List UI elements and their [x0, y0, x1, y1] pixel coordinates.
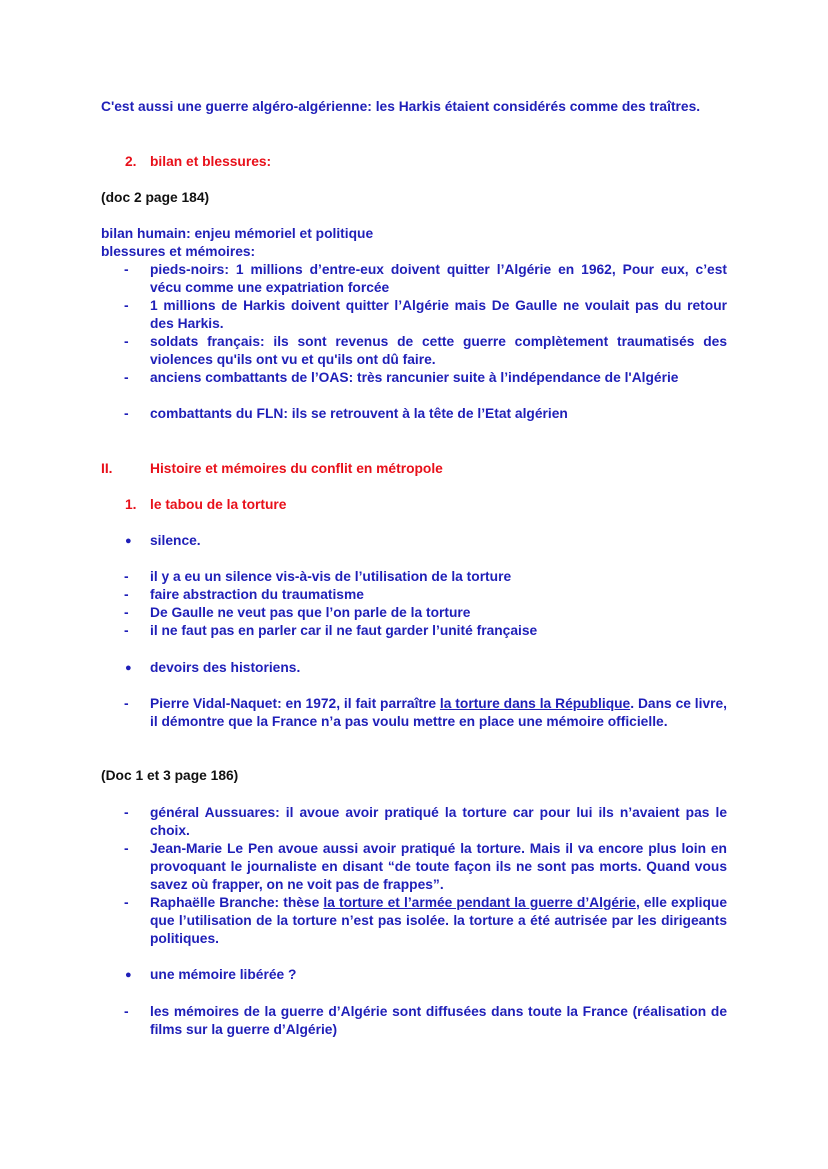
lepen-item: Jean-Marie Le Pen avoue aussi avoir pratiqué la torture. Mais il va encore plus loin en provoquant le journaliste en disant “de toute façon ils ne sont pas morts. Quand vous savez où frapper, on ne voit pas de frappes”.	[150, 841, 727, 892]
blessures-item: combattants du FLN: ils se retrouvent à la tête de l’Etat algérien	[150, 406, 568, 421]
dash-bullet: -	[124, 569, 129, 584]
branche-item	[150, 894, 727, 948]
doc-reference-1: (doc 2 page 184)	[101, 190, 210, 205]
branche-text-before: Raphaëlle Branche: thèse	[150, 895, 324, 910]
dash-bullet: -	[124, 1004, 129, 1019]
dash-bullet: -	[124, 623, 129, 638]
doc-reference-2: (Doc 1 et 3 page 186)	[101, 768, 239, 783]
dot-bullet: ●	[125, 662, 132, 674]
silence-item: il y a eu un silence vis-à-vis de l’utilisation de la torture	[150, 569, 512, 584]
vidal-text-before: Pierre Vidal-Naquet: en 1972, il fait parraître	[150, 696, 440, 711]
vidal-book-title: la torture dans la République	[439, 696, 631, 711]
dash-bullet: -	[124, 298, 129, 313]
section-1-2-number: 2.	[125, 154, 137, 169]
dot-bullet: ●	[125, 969, 132, 981]
bullet-devoirs: devoirs des historiens.	[150, 660, 301, 675]
dash-bullet: -	[124, 841, 129, 856]
dash-bullet: -	[124, 605, 129, 620]
vidal-naquet-item	[150, 695, 727, 731]
branche-text-after: , elle explique que l’utilisation de la torture n’est pas isolée. la torture a été autrisée par les dirigeants politiques.	[150, 895, 727, 946]
bullet-memoire-liberee: une mémoire libérée ?	[150, 967, 297, 982]
dash-bullet: -	[124, 334, 129, 349]
bilan-humain-line: bilan humain: enjeu mémoriel et politique	[101, 226, 374, 241]
dash-bullet: -	[124, 262, 129, 277]
dash-bullet: -	[124, 587, 129, 602]
vidal-text-after: . Dans ce livre, il démontre que la France n’a pas voulu mettre en place une mémoire officielle.	[150, 696, 728, 729]
blessures-item: soldats français: ils sont revenus de cette guerre complètement traumatisés des violences qu'ils ont vu et qu'ils ont dû faire.	[150, 334, 727, 367]
blessures-item: 1 millions de Harkis doivent quitter l’Algérie mais De Gaulle ne voulait pas du retour des Harkis.	[150, 298, 727, 331]
blessures-item: pieds-noirs: 1 millions d’entre-eux doivent quitter l’Algérie en 1962, Pour eux, c’est vécu comme une expatriation forcée	[150, 262, 727, 295]
branche-thesis-title: la torture et l’armée pendant la guerre d’Algérie	[323, 895, 636, 910]
bullet-silence: silence.	[150, 533, 201, 548]
section-1-2-title: bilan et blessures:	[150, 154, 272, 169]
dash-bullet: -	[124, 406, 129, 421]
dash-bullet: -	[124, 805, 129, 820]
dot-bullet: ●	[125, 535, 132, 547]
section-2-1-number: 1.	[125, 497, 137, 512]
blessures-item: anciens combattants de l’OAS: très rancunier suite à l’indépendance de l'Algérie	[150, 370, 679, 385]
dash-bullet: -	[124, 895, 129, 910]
silence-item: De Gaulle ne veut pas que l’on parle de la torture	[150, 605, 471, 620]
blessures-heading: blessures et mémoires:	[101, 244, 256, 259]
section-2-number: II.	[101, 461, 113, 476]
section-2-1-title: le tabou de la torture	[150, 497, 287, 512]
section-2-title: Histoire et mémoires du conflit en métropole	[150, 461, 443, 476]
aussuares-item: général Aussuares: il avoue avoir pratiqué la torture car pour lui ils n’avaient pas le choix.	[150, 805, 727, 838]
dash-bullet: -	[124, 696, 129, 711]
intro-paragraph: C'est aussi une guerre algéro-algérienne: les Harkis étaient considérés comme des traîtres.	[101, 99, 701, 114]
memoire-item: les mémoires de la guerre d’Algérie sont diffusées dans toute la France (réalisation de films sur la guerre d’Algérie)	[150, 1004, 727, 1037]
silence-item: il ne faut pas en parler car il ne faut garder l’unité française	[150, 623, 538, 638]
dash-bullet: -	[124, 370, 129, 385]
silence-item: faire abstraction du traumatisme	[150, 587, 364, 602]
